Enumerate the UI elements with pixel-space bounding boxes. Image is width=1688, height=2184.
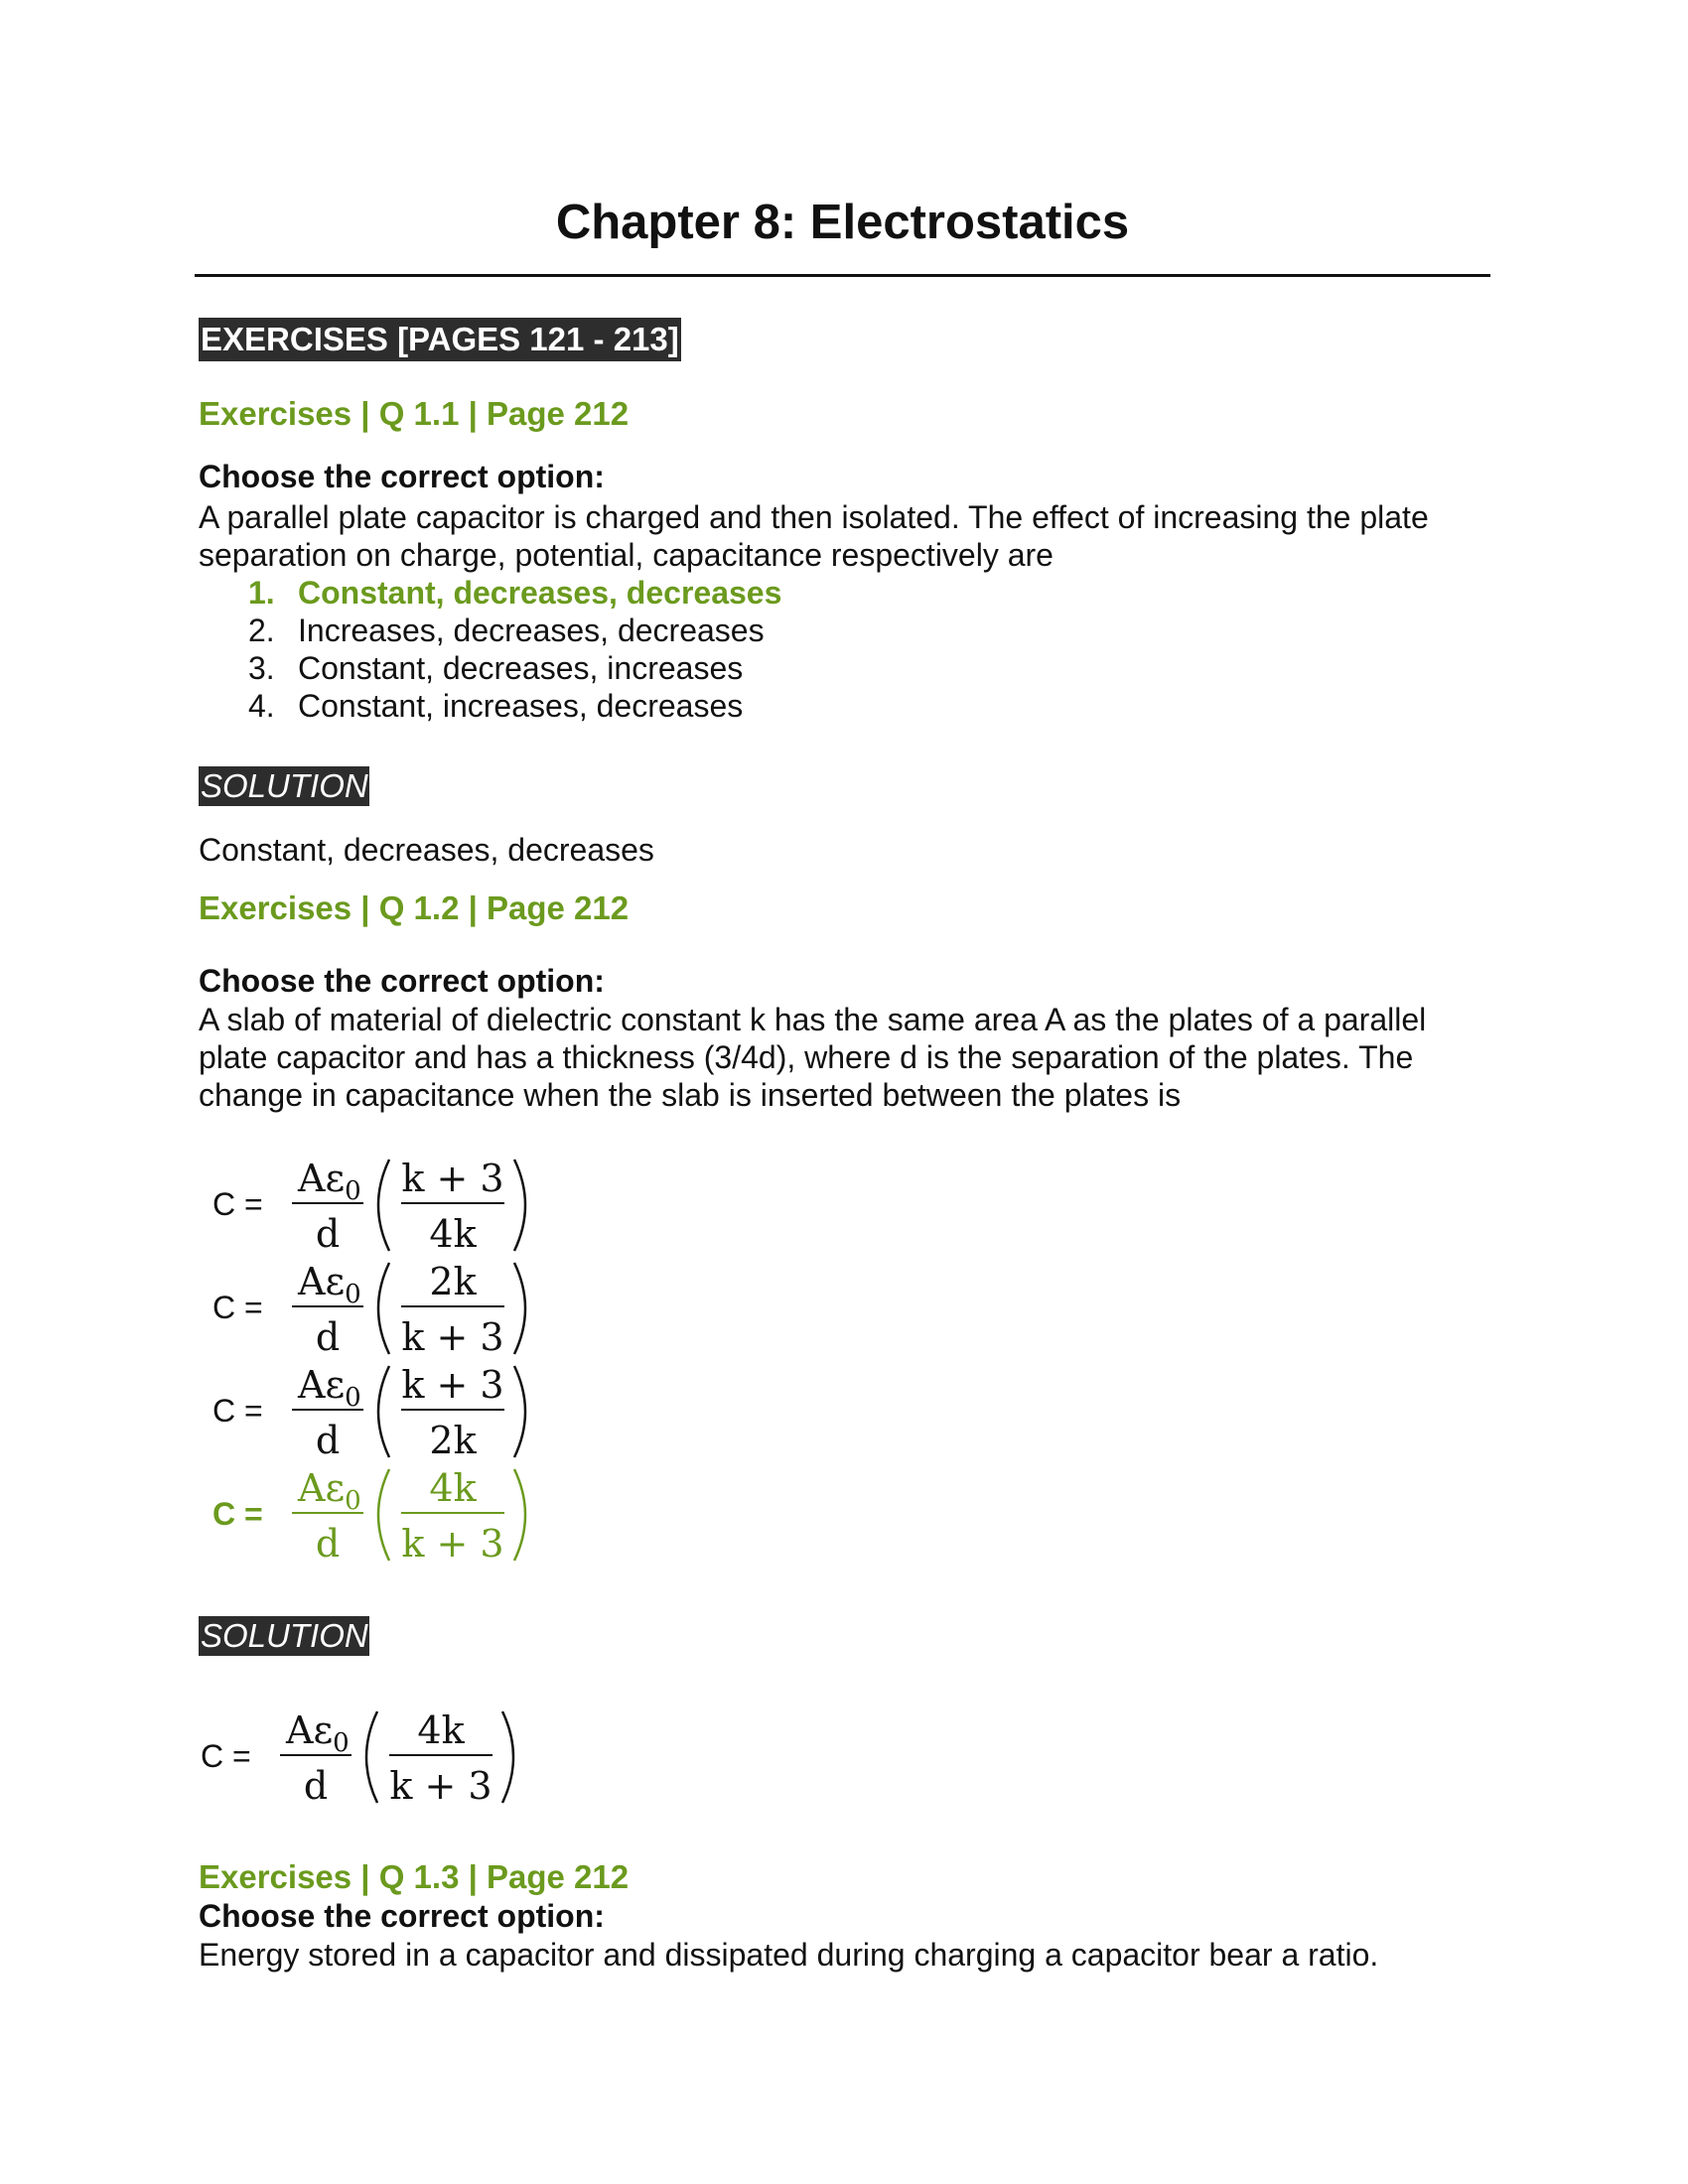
numerator-main: Aε	[298, 1260, 346, 1303]
formula-numerator	[297, 1157, 361, 1206]
question-text-1-1: A parallel plate capacitor is charged and then isolated. The effect of increasing the plate separation on charge, potential, capacitance respectively are	[199, 499, 1429, 573]
right-paren	[514, 1366, 525, 1457]
inner-numerator: 2k	[429, 1260, 477, 1303]
formula-numerator	[297, 1260, 361, 1309]
formula-numerator	[285, 1708, 350, 1758]
option-number: 2.	[248, 613, 275, 648]
formula-option-1	[209, 1154, 566, 1257]
formula-denominator: d	[303, 1764, 329, 1808]
right-paren	[514, 1469, 525, 1561]
question-heading-1-2: Exercises | Q 1.2 | Page 212	[199, 889, 630, 926]
solution-formula-1-2	[197, 1706, 554, 1809]
option-item	[248, 649, 781, 687]
left-paren	[378, 1160, 389, 1251]
inner-denominator: k + 3	[401, 1522, 504, 1566]
numerator-subscript: 0	[345, 1383, 361, 1413]
question-prompt-1-3: Choose the correct option:	[199, 1898, 605, 1934]
question-heading-1-1: Exercises | Q 1.1 | Page 212	[199, 395, 630, 432]
numerator-main: Aε	[298, 1157, 346, 1200]
left-paren	[378, 1366, 389, 1457]
inner-numerator: 4k	[429, 1466, 477, 1510]
chapter-title: Chapter 8: Electrostatics	[555, 196, 1130, 249]
option-item	[248, 687, 781, 725]
numerator-main: Aε	[298, 1466, 346, 1510]
numerator-subscript: 0	[333, 1728, 350, 1758]
inner-numerator: 4k	[417, 1708, 465, 1752]
inner-denominator: 4k	[429, 1212, 477, 1256]
right-paren	[514, 1160, 525, 1251]
formula-lhs: C =	[212, 1496, 263, 1532]
formula-denominator: d	[315, 1315, 341, 1359]
formula-svg	[209, 1463, 566, 1567]
formula-svg	[209, 1360, 566, 1463]
formula-lhs: C =	[212, 1290, 263, 1325]
formula-lhs: C =	[201, 1738, 251, 1774]
formula-option-4-correct	[209, 1463, 566, 1567]
inner-numerator: k + 3	[401, 1363, 504, 1407]
formula-denominator: d	[315, 1522, 341, 1566]
formula-svg	[197, 1706, 554, 1809]
formula-denominator: d	[315, 1212, 341, 1256]
options-list-1-1	[248, 574, 781, 725]
formula-numerator	[297, 1363, 361, 1413]
formula-lhs: C =	[212, 1186, 263, 1222]
option-item	[248, 612, 781, 649]
left-paren	[378, 1469, 389, 1561]
formula-lhs: C =	[212, 1393, 263, 1429]
question-prompt-1-2: Choose the correct option:	[199, 963, 605, 999]
formula-numerator	[297, 1466, 361, 1516]
question-text-1-2: A slab of material of dielectric constant k has the same area A as the plates of a parallel plate capacitor and has a thickness (3/4d), where d is the separation of the plates. The change in capacitance when the slab is inserted between the plates is	[199, 1002, 1427, 1113]
right-paren	[514, 1263, 525, 1354]
numerator-subscript: 0	[345, 1280, 361, 1309]
option-label: Constant, increases, decreases	[298, 688, 744, 724]
formula-svg	[209, 1154, 566, 1257]
solution-answer-1-1: Constant, decreases, decreases	[199, 832, 654, 868]
right-paren	[502, 1711, 513, 1803]
option-number: 1.	[248, 575, 275, 611]
formula-denominator: d	[315, 1419, 341, 1462]
option-number: 4.	[248, 688, 275, 724]
numerator-main: Aε	[286, 1708, 334, 1752]
option-label: Constant, decreases, increases	[298, 650, 744, 686]
option-item-correct	[248, 574, 781, 612]
section-badge: EXERCISES [PAGES 121 - 213]	[199, 318, 681, 361]
option-number: 3.	[248, 650, 275, 686]
left-paren	[378, 1263, 389, 1354]
numerator-subscript: 0	[345, 1486, 361, 1516]
question-prompt-1-1: Choose the correct option:	[199, 459, 605, 494]
option-label: Constant, decreases, decreases	[298, 575, 782, 611]
left-paren	[366, 1711, 377, 1803]
formula-option-2	[209, 1257, 566, 1360]
solution-badge-1-1: SOLUTION	[201, 767, 368, 804]
solution-badge-1-2: SOLUTION	[201, 1617, 368, 1654]
question-text-1-3: Energy stored in a capacitor and dissipated during charging a capacitor bear a ratio.	[199, 1937, 1379, 1973]
numerator-subscript: 0	[345, 1176, 361, 1206]
question-heading-1-3: Exercises | Q 1.3 | Page 212	[199, 1858, 630, 1895]
title-divider	[195, 274, 1490, 277]
inner-numerator: k + 3	[401, 1157, 504, 1200]
inner-denominator: k + 3	[401, 1315, 504, 1359]
numerator-main: Aε	[298, 1363, 346, 1407]
option-label: Increases, decreases, decreases	[298, 613, 765, 648]
inner-denominator: 2k	[429, 1419, 477, 1462]
formula-option-3	[209, 1360, 566, 1463]
formula-svg	[209, 1257, 566, 1360]
inner-denominator: k + 3	[389, 1764, 492, 1808]
